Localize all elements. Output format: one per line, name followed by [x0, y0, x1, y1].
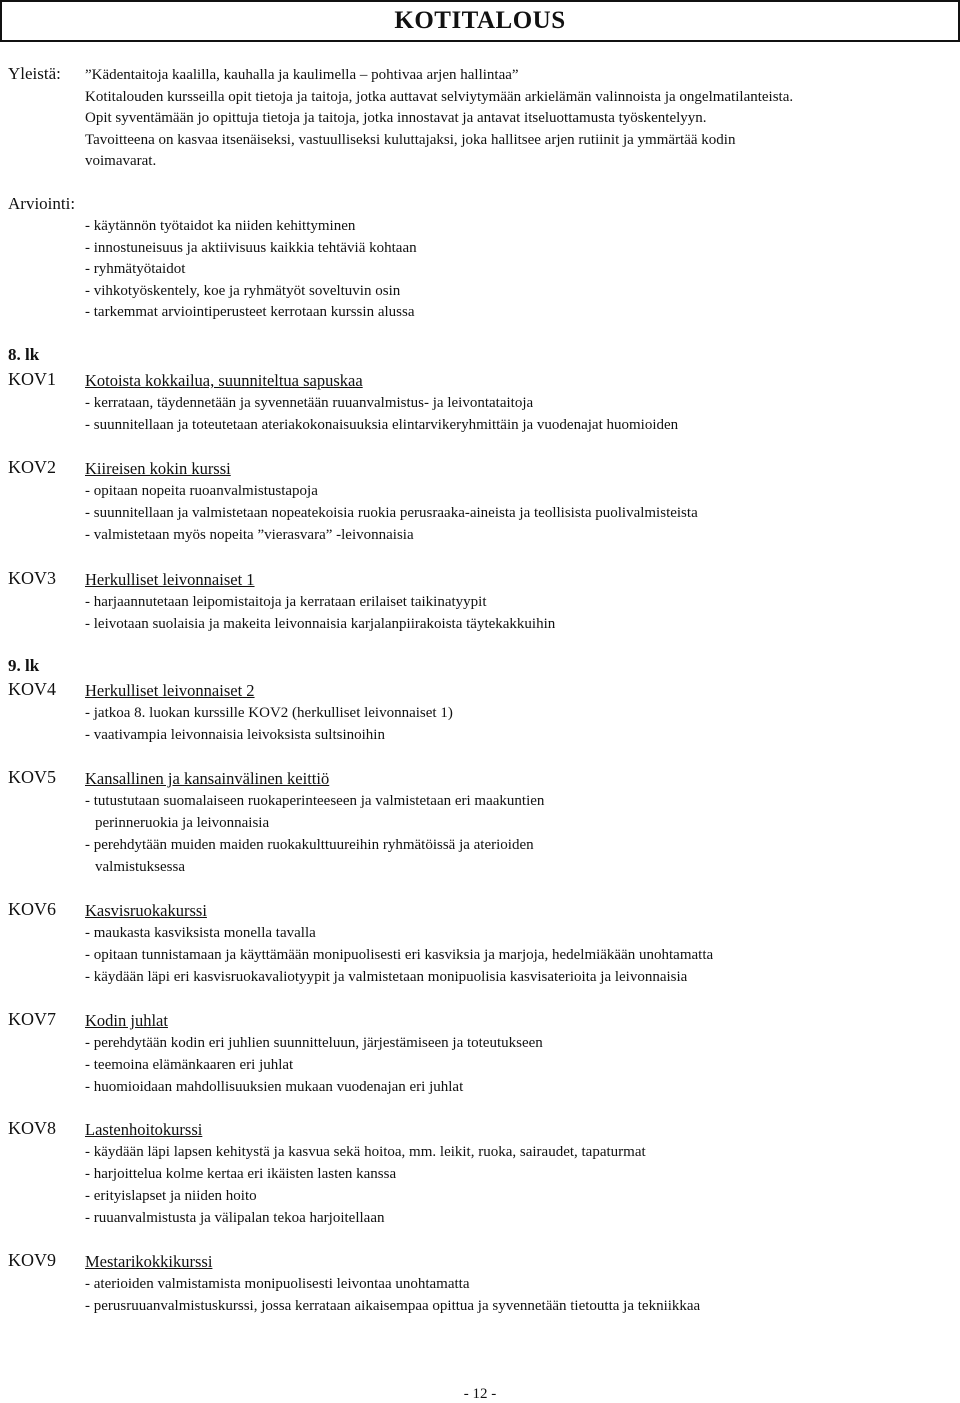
course-kov5 — [85, 767, 952, 878]
course-kov9 — [85, 1250, 952, 1317]
yleista-line: Opit syventämään jo opittuja tietoja ja taitoja, jotka innostavat ja antavat itseluottamusta työskentelyyn. — [85, 110, 707, 127]
yleista-line: voimavarat. — [85, 153, 157, 170]
course-code: KOV3 — [8, 568, 56, 588]
arviointi-item: - käytännön työtaidot ka niiden kehittyminen — [85, 218, 356, 234]
course-line: - kerrataan, täydennetään ja syvennetään ruuanvalmistus- ja leivontataitoja — [85, 395, 534, 411]
course-line: - huomioidaan mahdollisuuksien mukaan vuodenajan eri juhlat — [85, 1079, 464, 1095]
course-title: Lastenhoitokurssi — [85, 1120, 203, 1139]
course-title: Herkulliset leivonnaiset 1 — [85, 570, 255, 589]
course-kov3 — [85, 568, 952, 635]
course-kov6 — [85, 899, 952, 988]
course-title: Kasvisruokakurssi — [85, 901, 207, 920]
yleista-line: Kotitalouden kursseilla opit tietoja ja taitoja, jotka auttavat selviytymään arkielämän valinnoista ja ongelmatilanteista. — [85, 88, 794, 105]
course-kov2 — [85, 457, 952, 546]
course-code: KOV8 — [8, 1118, 56, 1138]
arviointi-item: - ryhmätyötaidot — [85, 261, 186, 278]
title-box — [0, 0, 960, 42]
course-line: perinneruokia ja leivonnaisia — [95, 815, 270, 831]
page-number: - 12 - — [463, 1386, 497, 1402]
course-code: KOV1 — [8, 369, 56, 389]
course-line: - opitaan nopeita ruoanvalmistustapoja — [85, 483, 318, 499]
course-line: - käydään läpi eri kasvisruokavaliotyypit ja valmistetaan monipuolisia kasvisaterioita ja leivonnaisia — [85, 969, 688, 985]
arviointi-label: Arviointi: — [8, 194, 76, 213]
course-title: Kotoista kokkailua, suunniteltua sapuskaa — [85, 371, 363, 390]
course-title: Mestarikokkikurssi — [85, 1252, 213, 1271]
course-line: - suunnitellaan ja valmistetaan nopeatekoisia ruokia perusraaka-aineista ja teollisista puolivalmisteista — [85, 505, 698, 521]
course-code: KOV9 — [8, 1250, 56, 1270]
page-title: KOTITALOUS — [394, 7, 566, 34]
arviointi-item: - innostuneisuus ja aktiivisuus kaikkia tehtäviä kohtaan — [85, 239, 417, 256]
course-line: - leivotaan suolaisia ja makeita leivonnaisia karjalanpiirakoista täytekakkuihin — [85, 616, 556, 632]
course-code: KOV2 — [8, 457, 56, 477]
course-line: - aterioiden valmistamista monipuolisesti leivontaa unohtamatta — [85, 1276, 470, 1292]
arviointi-item: - tarkemmat arviointiperusteet kerrotaan kurssin alussa — [85, 304, 415, 321]
grade-8-heading: 8. lk — [8, 345, 40, 364]
yleista-motto: ”Kädentaitoja kaalilla, kauhalla ja kaulimella – pohtivaa arjen hallintaa” — [85, 67, 519, 83]
course-line: - suunnitellaan ja toteutetaan ateriakokonaisuuksia elintarvikeryhmittäin ja vuodenajat huomioiden — [85, 417, 679, 433]
course-kov8 — [85, 1118, 952, 1229]
grade-9-heading: 9. lk — [8, 656, 40, 675]
course-line: - vaativampia leivonnaisia leivoksista sultsinoihin — [85, 727, 385, 743]
course-kov4 — [85, 679, 952, 746]
course-line: - perehdytään kodin eri juhlien suunnitteluun, järjestämiseen ja toteutukseen — [85, 1035, 543, 1051]
course-title: Herkulliset leivonnaiset 2 — [85, 681, 255, 700]
course-kov1 — [85, 369, 952, 436]
course-line: - maukasta kasviksista monella tavalla — [85, 925, 316, 941]
course-line: - harjaannutetaan leipomistaitoja ja kerrataan erilaiset taikinatyypit — [85, 594, 487, 610]
course-line: - valmistetaan myös nopeita ”vierasvara” -leivonnaisia — [85, 527, 414, 543]
course-title: Kiireisen kokin kurssi — [85, 459, 231, 478]
course-kov7 — [85, 1009, 952, 1098]
yleista-label: Yleistä: — [8, 64, 61, 83]
course-line: - perusruuanvalmistuskurssi, jossa kerrataan aikaisempaa opittua ja syvennetään tietoutta ja tekniikkaa — [85, 1298, 701, 1314]
course-title: Kansallinen ja kansainvälinen keittiö — [85, 769, 330, 788]
course-code: KOV6 — [8, 899, 56, 919]
course-line: - tutustutaan suomalaiseen ruokaperinteeseen ja valmistetaan eri maakuntien — [85, 793, 545, 809]
course-code: KOV4 — [8, 679, 56, 699]
course-line: - ruuanvalmistusta ja välipalan tekoa harjoitellaan — [85, 1210, 385, 1226]
course-title: Kodin juhlat — [85, 1011, 168, 1030]
course-line: - erityislapset ja niiden hoito — [85, 1188, 257, 1204]
course-line: - teemoina elämänkaaren eri juhlat — [85, 1057, 294, 1073]
course-code: KOV7 — [8, 1009, 56, 1029]
course-line: - perehdytään muiden maiden ruokakulttuureihin ryhmätöissä ja aterioiden — [85, 837, 534, 853]
course-line: - jatkoa 8. luokan kurssille KOV2 (herkulliset leivonnaiset 1) — [85, 705, 453, 721]
course-code: KOV5 — [8, 767, 56, 787]
course-line: - harjoittelua kolme kertaa eri ikäisten lasten kanssa — [85, 1166, 397, 1182]
yleista-line: Tavoitteena on kasvaa itsenäiseksi, vastuulliseksi kuluttajaksi, joka hallitsee arjen rutiinit ja ymmärtää kodin — [85, 131, 736, 148]
course-line: - opitaan tunnistamaan ja käyttämään monipuolisesti eri kasviksia ja marjoja, hedelmiäkään unohtamatta — [85, 947, 714, 963]
course-line: valmistuksessa — [95, 859, 185, 875]
arviointi-item: - vihkotyöskentely, koe ja ryhmätyöt soveltuvin osin — [85, 282, 401, 299]
course-line: - käydään läpi lapsen kehitystä ja kasvua sekä hoitoa, mm. leikit, ruoka, sairaudet, tapaturmat — [85, 1144, 646, 1160]
